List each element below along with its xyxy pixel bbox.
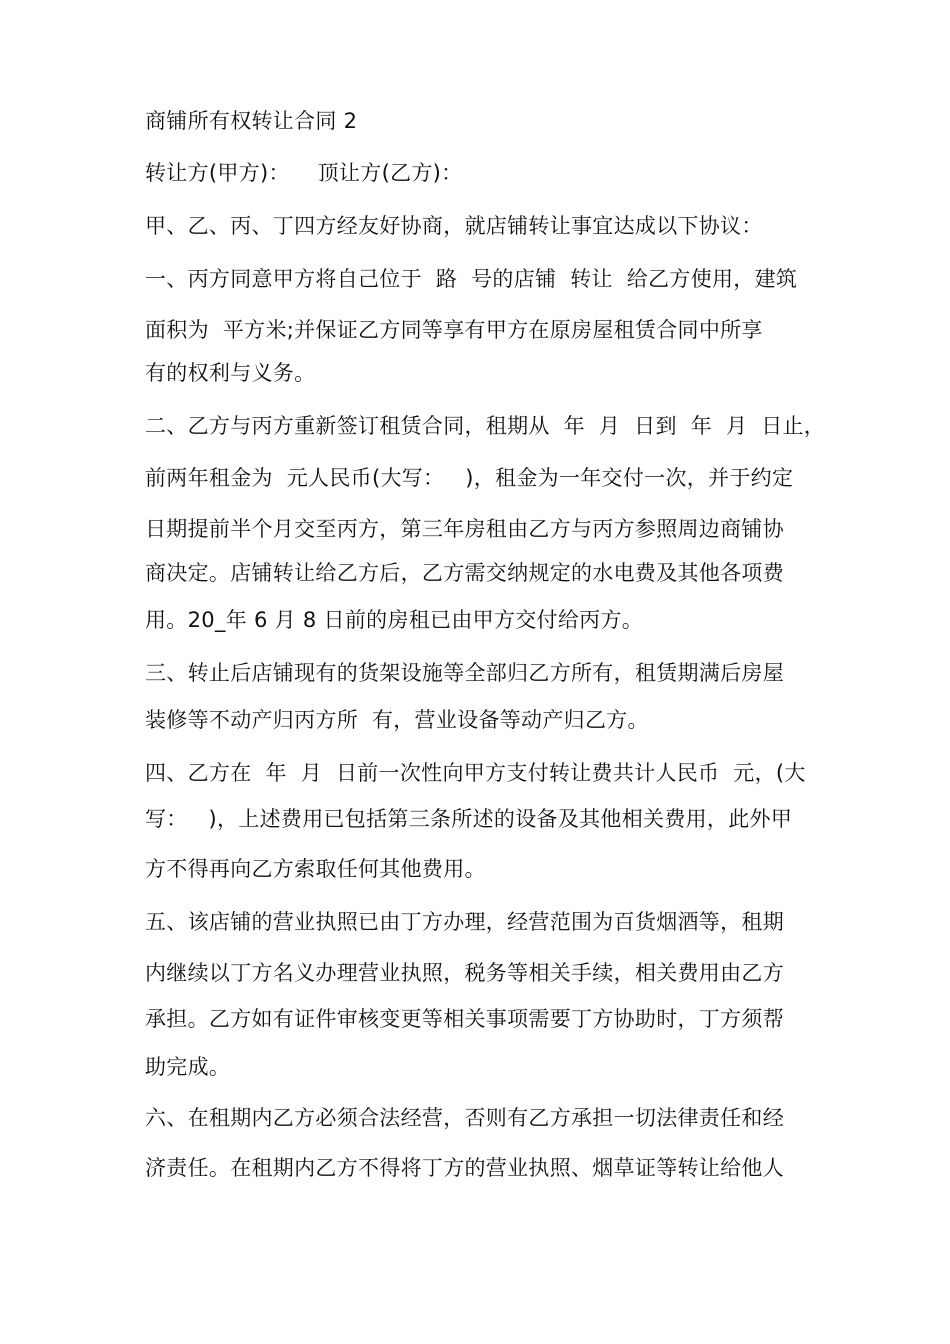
clause-2-line-3: 日期提前半个月交至丙方，第三年房租由乙方与丙方参照周边商铺协 [145, 517, 784, 541]
clause-2-line-4: 商决定。店铺转让给乙方后，乙方需交纳规定的水电费及其他各项费 [145, 561, 784, 585]
clause-5-line-4: 助完成。 [145, 1055, 231, 1079]
clause-4-line-3: 方不得再向乙方索取任何其他费用。 [145, 857, 486, 881]
parties-line: 转让方(甲方)： 顶让方(乙方)： [145, 161, 463, 185]
clause-4-line-1: 四、乙方在 年 月 日前一次性向甲方支付转让费共计人民币 元，(大 [145, 761, 806, 785]
intro-line: 甲、乙、丙、丁四方经友好协商，就店铺转让事宜达成以下协议： [145, 214, 763, 238]
clause-2-line-2: 前两年租金为 元人民币(大写： )，租金为一年交付一次，并于约定 [145, 466, 794, 490]
clause-4-line-2: 写： )，上述费用已包括第三条所述的设备及其他相关费用，此外甲 [145, 807, 793, 831]
clause-6-line-2: 济责任。在租期内乙方不得将丁方的营业执照、烟草证等转让给他人 [145, 1156, 784, 1180]
clause-2-line-1: 二、乙方与丙方重新签订租赁合同，租期从 年 月 日到 年 月 日止， [145, 414, 826, 438]
document-title: 商铺所有权转让合同 2 [145, 109, 358, 133]
clause-3-line-1: 三、转止后店铺现有的货架设施等全部归乙方所有，租赁期满后房屋 [145, 661, 784, 685]
clause-1-line-2: 面积为 平方米;并保证乙方同等享有甲方在原房屋租赁合同中所享 [145, 318, 763, 342]
clause-5-line-2: 内继续以丁方名义办理营业执照，税务等相关手续，相关费用由乙方 [145, 961, 784, 985]
clause-5-line-1: 五、该店铺的营业执照已由丁方办理，经营范围为百货烟酒等，租期 [145, 910, 784, 934]
clause-1-line-1: 一、丙方同意甲方将自己位于 路 号的店铺 转让 给乙方使用，建筑 [145, 267, 798, 291]
clause-3-line-2: 装修等不动产归丙方所 有，营业设备等动产归乙方。 [145, 708, 649, 732]
clause-1-line-3: 有的权利与义务。 [145, 361, 316, 385]
clause-5-line-3: 承担。乙方如有证件审核变更等相关事项需要丁方协助时，丁方须帮 [145, 1007, 784, 1031]
clause-2-line-5: 用。20_年 6 月 8 日前的房租已由甲方交付给丙方。 [145, 608, 644, 632]
clause-6-line-1: 六、在租期内乙方必须合法经营，否则有乙方承担一切法律责任和经 [145, 1106, 784, 1130]
